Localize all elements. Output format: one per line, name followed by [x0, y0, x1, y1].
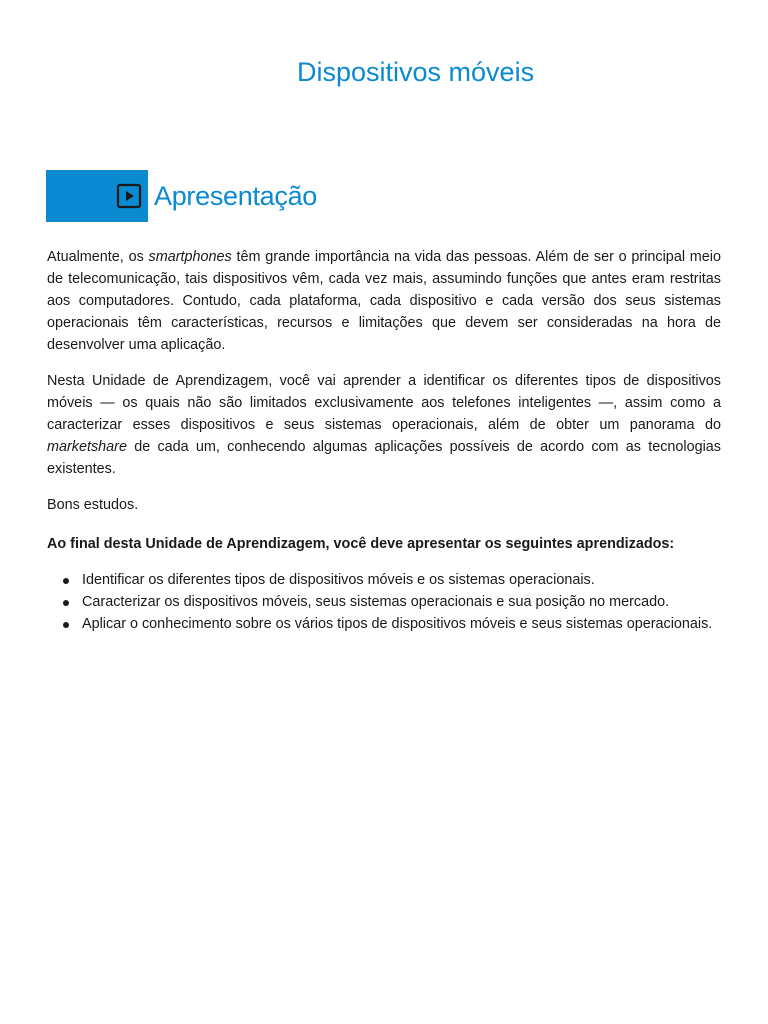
goals-list: [47, 569, 721, 635]
intro-emphasis: smartphones: [148, 249, 232, 265]
unit-emphasis: marketshare: [47, 439, 127, 455]
section-banner: [46, 170, 148, 222]
page-title: Dispositivos móveis: [297, 57, 535, 87]
goals-heading: Ao final desta Unidade de Aprendizagem, você deve apresentar os seguintes aprendizados:: [47, 536, 675, 552]
unit-paragraph: [47, 370, 721, 480]
play-icon: [116, 183, 142, 209]
document-body: [47, 246, 721, 635]
list-item: Caracterizar os dispositivos móveis, seus sistemas operacionais e sua posição no mercado.: [82, 591, 721, 613]
list-item: Aplicar o conhecimento sobre os vários tipos de dispositivos móveis e seus sistemas operacionais.: [82, 613, 721, 635]
intro-paragraph: [47, 246, 721, 356]
closing-paragraph: Bons estudos.: [47, 497, 139, 513]
intro-text-end: têm grande importância na vida das pessoas. Além de ser o principal meio de telecomunicação, tais dispositivos vêm, cada vez mais, assumindo funções que antes eram restritas aos computadores. Contudo, cada plataforma, cada dispositivo e cada versão dos seus sistemas operacionais têm características, recursos e limitações que devem ser consideradas na hora de desenvolver uma aplicação.: [47, 249, 721, 353]
unit-text-start: Nesta Unidade de Aprendizagem, você vai aprender a identificar os diferentes tipos de dispositivos móveis — os quais não são limitados exclusivamente aos telefones inteligentes —, assim como a caracterizar esses dispositivos e seus sistemas operacionais, além de obter um panorama do: [47, 373, 721, 433]
intro-text-start: Atualmente, os: [47, 249, 149, 265]
section-title: Apresentação: [154, 181, 318, 211]
section-header: [46, 170, 317, 222]
list-item: Identificar os diferentes tipos de dispositivos móveis e os sistemas operacionais.: [82, 569, 721, 591]
unit-text-end: de cada um, conhecendo algumas aplicações possíveis de acordo com as tecnologias existentes.: [47, 439, 721, 477]
